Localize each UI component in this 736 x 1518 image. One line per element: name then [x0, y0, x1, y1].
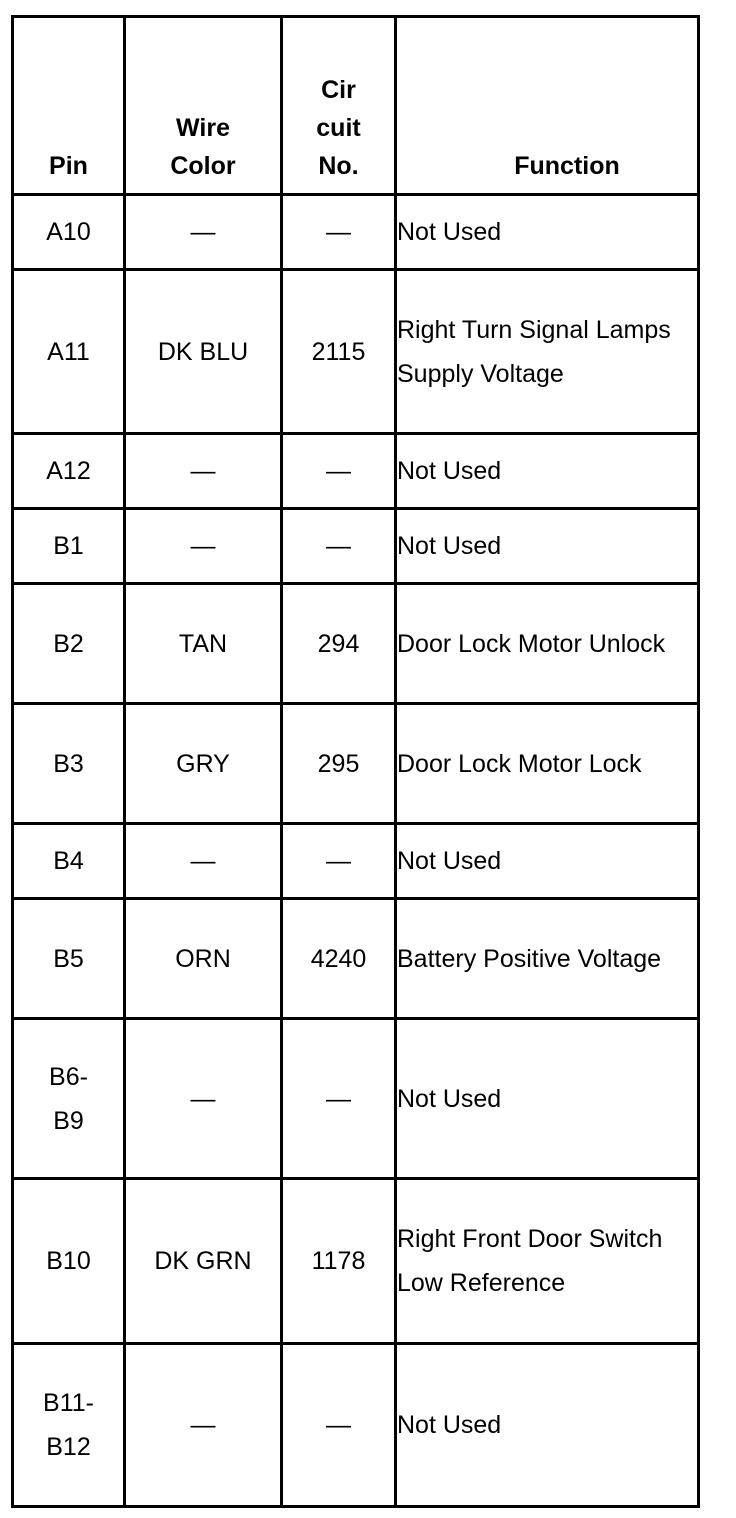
table-row	[13, 584, 699, 704]
function-cell: Not Used	[396, 434, 699, 509]
circuit-no-cell: —	[282, 1344, 396, 1507]
header-wire-color: Wire Color	[125, 17, 282, 195]
function-cell: Not Used	[396, 195, 699, 270]
pin-cell: B11-B12	[13, 1344, 125, 1507]
pin-cell: A11	[13, 270, 125, 434]
header-function: Function	[396, 17, 699, 195]
circuit-no-cell: 2115	[282, 270, 396, 434]
header-circuit-no: Cir cuit No.	[282, 17, 396, 195]
function-cell: Door Lock Motor Unlock	[396, 584, 699, 704]
connector-pinout-table	[11, 15, 700, 1508]
function-cell: Not Used	[396, 1344, 699, 1507]
table-row	[13, 899, 699, 1019]
table-header-row	[13, 17, 699, 195]
function-cell: Not Used	[396, 509, 699, 584]
function-cell: Not Used	[396, 824, 699, 899]
function-cell: Battery Positive Voltage	[396, 899, 699, 1019]
circuit-no-cell: 1178	[282, 1179, 396, 1344]
pin-cell: B1	[13, 509, 125, 584]
function-cell: Door Lock Motor Lock	[396, 704, 699, 824]
circuit-no-cell: 4240	[282, 899, 396, 1019]
wire-color-cell: —	[125, 1344, 282, 1507]
table-row	[13, 704, 699, 824]
circuit-no-cell: —	[282, 824, 396, 899]
table-row	[13, 824, 699, 899]
wire-color-cell: DK GRN	[125, 1179, 282, 1344]
table-row	[13, 1344, 699, 1507]
circuit-no-cell: —	[282, 1019, 396, 1179]
wire-color-cell: —	[125, 509, 282, 584]
pin-cell: B6-B9	[13, 1019, 125, 1179]
table-row	[13, 1019, 699, 1179]
pin-cell: A12	[13, 434, 125, 509]
circuit-no-cell: 295	[282, 704, 396, 824]
pin-cell: A10	[13, 195, 125, 270]
wire-color-cell: —	[125, 824, 282, 899]
function-cell: Right Front Door Switch Low Reference	[396, 1179, 699, 1344]
header-pin: Pin	[13, 17, 125, 195]
wire-color-cell: DK BLU	[125, 270, 282, 434]
circuit-no-cell: —	[282, 434, 396, 509]
table-row	[13, 195, 699, 270]
table-row	[13, 270, 699, 434]
table-row	[13, 434, 699, 509]
circuit-no-cell: —	[282, 195, 396, 270]
pin-cell: B5	[13, 899, 125, 1019]
function-cell: Not Used	[396, 1019, 699, 1179]
circuit-no-cell: —	[282, 509, 396, 584]
pin-cell: B2	[13, 584, 125, 704]
pin-cell: B4	[13, 824, 125, 899]
wire-color-cell: GRY	[125, 704, 282, 824]
table-row	[13, 509, 699, 584]
function-cell: Right Turn Signal Lamps Supply Voltage	[396, 270, 699, 434]
wire-color-cell: —	[125, 434, 282, 509]
pin-cell: B3	[13, 704, 125, 824]
wire-color-cell: —	[125, 1019, 282, 1179]
circuit-no-cell: 294	[282, 584, 396, 704]
wire-color-cell: TAN	[125, 584, 282, 704]
pin-cell: B10	[13, 1179, 125, 1344]
wire-color-cell: ORN	[125, 899, 282, 1019]
wire-color-cell: —	[125, 195, 282, 270]
table-row	[13, 1179, 699, 1344]
